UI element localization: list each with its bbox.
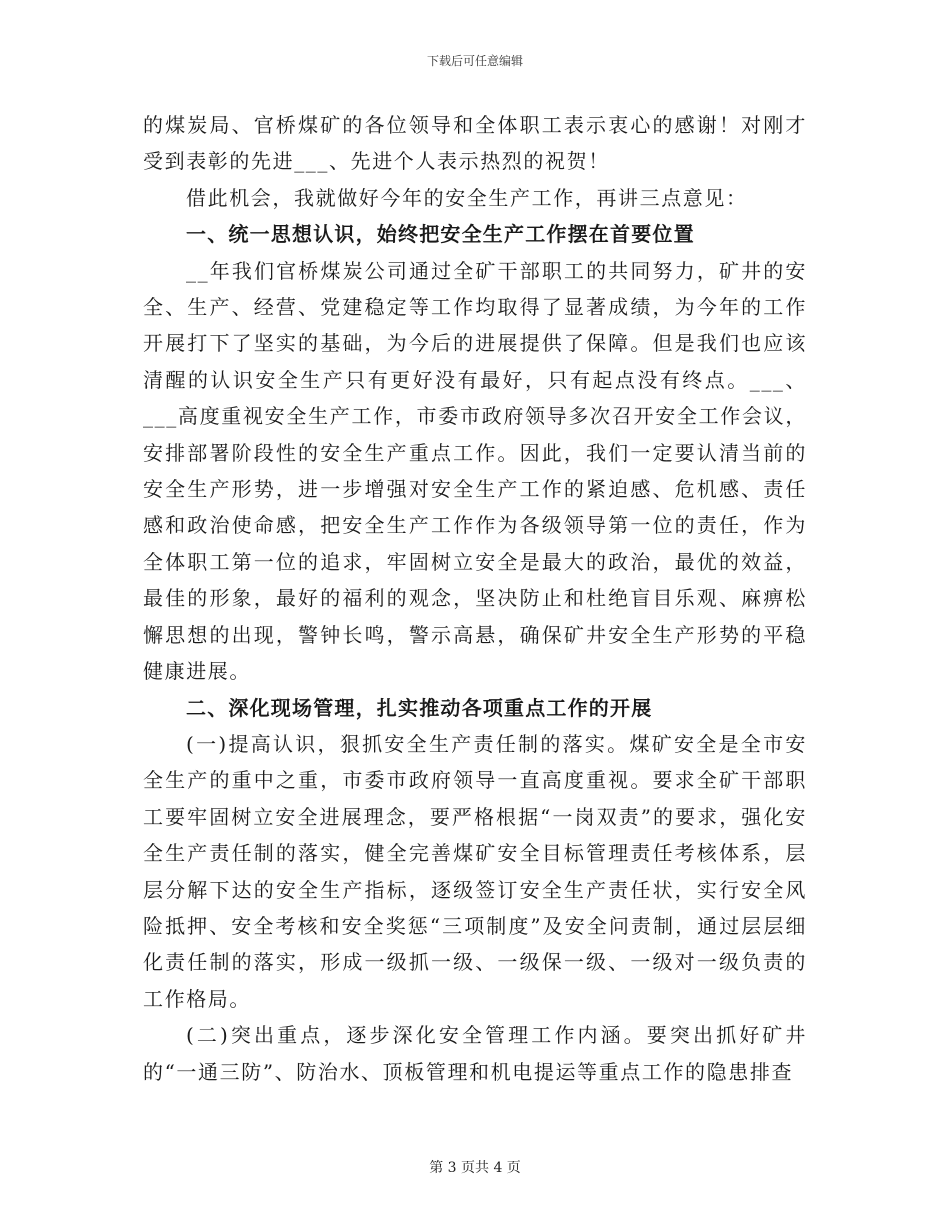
document-body	[143, 107, 807, 1090]
body-paragraph: (二)突出重点，逐步深化安全管理工作内涵。要突出抓好矿井的“一通三防”、防治水、顶板管理和机电提运等重点工作的隐患排查	[143, 1023, 807, 1084]
body-paragraph: 的煤炭局、官桥煤矿的各位领导和全体职工表示衷心的感谢！对刚才受到表彰的先进___、先进个人表示热烈的祝贺！	[143, 113, 807, 174]
body-paragraph: __年我们官桥煤炭公司通过全矿干部职工的共同努力，矿井的安全、生产、经营、党建稳定等工作均取得了显著成绩，为今年的工作开展打下了坚实的基础，为今后的进展提供了保障。但是我们也应该清醒的认识安全生产只有更好没有最好，只有起点没有终点。___、___高度重视安全生产工作，市委市政府领导多次召开安全工作会议，安排部署阶段性的安全生产重点工作。因此，我们一定要认清当前的安全生产形势，进一步增强对安全生产工作的紧迫感、危机感、责任感和政治使命感，把安全生产工作作为各级领导第一位的责任，作为全体职工第一位的追求，牢固树立安全是最大的政治，最优的效益，最佳的形象，最好的福利的观念，坚决防止和杜绝盲目乐观、麻痹松懈思想的出现，警钟长鸣，警示高悬，确保矿井安全生产形势的平稳健康进展。	[143, 258, 807, 684]
section-heading: 二、深化现场管理，扎实推动各项重点工作的开展	[186, 695, 653, 720]
page-footer: 第 3 页共 4 页	[429, 1160, 521, 1176]
page-header: 下载后可任意编辑	[426, 54, 523, 68]
section-heading: 一、统一思想认识，始终把安全生产工作摆在首要位置	[186, 222, 695, 247]
body-paragraph: 借此机会，我就做好今年的安全生产工作，再讲三点意见：	[186, 185, 748, 210]
body-paragraph: (一)提高认识，狠抓安全生产责任制的落实。煤矿安全是全市安全生产的重中之重，市委市政府领导一直高度重视。要求全矿干部职工要牢固树立安全进展理念，要严格根据“一岗双责”的要求，强化安全生产责任制的落实，健全完善煤矿安全目标管理责任考核体系，层层分解下达的安全生产指标，逐级签订安全生产责任状，实行安全风险抵押、安全考核和安全奖惩“三项制度”及安全问责制，通过层层细化责任制的落实，形成一级抓一级、一级保一级、一级对一级负责的工作格局。	[143, 731, 807, 1011]
